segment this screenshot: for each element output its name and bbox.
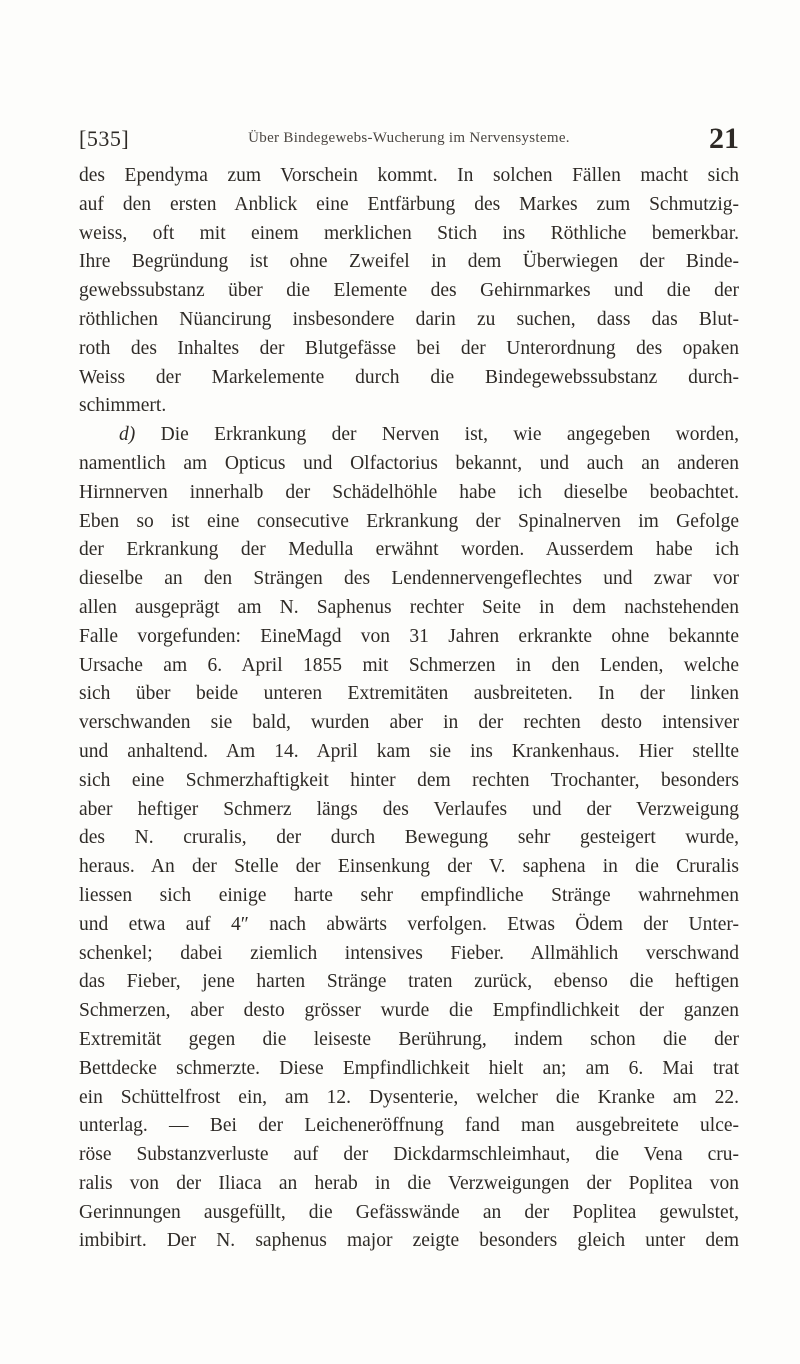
text-line: Eben so ist eine consecutive Erkrankung der Spinalnerven im Gefolge bbox=[79, 510, 739, 532]
text-line: imbibirt. Der N. saphenus major zeigte besonders gleich unter dem bbox=[79, 1230, 739, 1252]
text-line: Schmerzen, aber desto grösser wurde die Empfindlichkeit der ganzen bbox=[79, 1000, 739, 1022]
text-line: Weiss der Markelemente durch die Bindegewebssubstanz durch- bbox=[79, 366, 739, 388]
text-line: der Erkrankung der Medulla erwähnt worden. Ausserdem habe ich bbox=[79, 539, 739, 561]
text-line: aber heftiger Schmerz längs des Verlaufes und der Verzweigung bbox=[79, 798, 739, 820]
text-line: sich eine Schmerzhaftigkeit hinter dem rechten Trochanter, besonders bbox=[79, 769, 739, 791]
text-line: Ursache am 6. April 1855 mit Schmerzen in den Lenden, welche bbox=[79, 654, 739, 676]
text-line: sich über beide unteren Extremitäten ausbreiteten. In der linken bbox=[79, 683, 739, 705]
text-line: dieselbe an den Strängen des Lendennervengeflechtes und zwar vor bbox=[79, 568, 739, 590]
paragraph bbox=[79, 421, 739, 1256]
running-head-title: Über Bindegewebs-Wucherung im Nervensysteme. bbox=[248, 130, 570, 146]
text-line: röse Substanzverluste auf der Dickdarmschleimhaut, die Vena cru- bbox=[79, 1144, 739, 1166]
text-line: unterlag. — Bei der Leicheneröffnung fand man ausgebreitete ulce- bbox=[79, 1115, 739, 1137]
text-line: Extremität gegen die leiseste Berührung, indem schon die der bbox=[79, 1028, 739, 1050]
text-line: Hirnnerven innerhalb der Schädelhöhle habe ich dieselbe beobachtet. bbox=[79, 481, 739, 503]
text-line: des Ependyma zum Vorschein kommt. In solchen Fällen macht sich bbox=[79, 165, 739, 186]
text-line: Falle vorgefunden: EineMagd von 31 Jahren erkrankte ohne bekannte bbox=[79, 625, 739, 647]
text-line: und etwa auf 4″ nach abwärts verfolgen. Etwas Ödem der Unter- bbox=[79, 913, 739, 935]
text-line bbox=[79, 421, 739, 450]
text-line: Ihre Begründung ist ohne Zweifel in dem Überwiegen der Binde- bbox=[79, 251, 739, 273]
text-line: ralis von der Iliaca an herab in die Verzweigungen der Poplitea von bbox=[79, 1172, 739, 1194]
text-line: allen ausgeprägt am N. Saphenus rechter Seite in dem nachstehenden bbox=[79, 596, 739, 618]
body-text bbox=[79, 162, 739, 1256]
text-line: Bettdecke schmerzte. Diese Empfindlichkeit hielt an; am 6. Mai trat bbox=[79, 1057, 739, 1079]
text-line: schenkel; dabei ziemlich intensives Fieber. Allmählich verschwand bbox=[79, 942, 739, 964]
text-line: Gerinnungen ausgefüllt, die Gefässwände an der Poplitea gewulstet, bbox=[79, 1201, 739, 1223]
section-marker: d) bbox=[119, 424, 136, 446]
text-line: röthlichen Nüancirung insbesondere darin zu suchen, dass das Blut- bbox=[79, 308, 739, 330]
text-line: weiss, oft mit einem merklichen Stich ins Röthliche bemerkbar. bbox=[79, 222, 739, 244]
text-line: schimmert. bbox=[79, 395, 167, 417]
running-head bbox=[79, 124, 739, 160]
page-number: 21 bbox=[709, 122, 739, 155]
text-line: auf den ersten Anblick eine Entfärbung des Markes zum Schmutzig- bbox=[79, 193, 739, 215]
text-line: liessen sich einige harte sehr empfindliche Stränge wahrnehmen bbox=[79, 884, 739, 906]
text-line: gewebssubstanz über die Elemente des Gehirnmarkes und die der bbox=[79, 280, 739, 302]
text-line: roth des Inhaltes der Blutgefässe bei der Unterordnung des opaken bbox=[79, 337, 739, 359]
text-line: namentlich am Opticus und Olfactorius bekannt, und auch an anderen bbox=[79, 452, 739, 474]
paragraph bbox=[79, 162, 739, 421]
text-line-content: Die Erkrankung der Nerven ist, wie angegeben worden, bbox=[135, 424, 739, 446]
text-line: heraus. An der Stelle der Einsenkung der V. saphena in die Cruralis bbox=[79, 856, 739, 878]
original-page-reference: [535] bbox=[79, 126, 130, 151]
text-line: und anhaltend. Am 14. April kam sie ins Krankenhaus. Hier stellte bbox=[79, 740, 739, 762]
text-line: verschwanden sie bald, wurden aber in der rechten desto intensiver bbox=[79, 712, 739, 734]
text-line: des N. cruralis, der durch Bewegung sehr gesteigert wurde, bbox=[79, 827, 739, 849]
text-line: ein Schüttelfrost ein, am 12. Dysenterie, welcher die Kranke am 22. bbox=[79, 1086, 739, 1108]
text-line: das Fieber, jene harten Stränge traten zurück, ebenso die heftigen bbox=[79, 971, 739, 993]
